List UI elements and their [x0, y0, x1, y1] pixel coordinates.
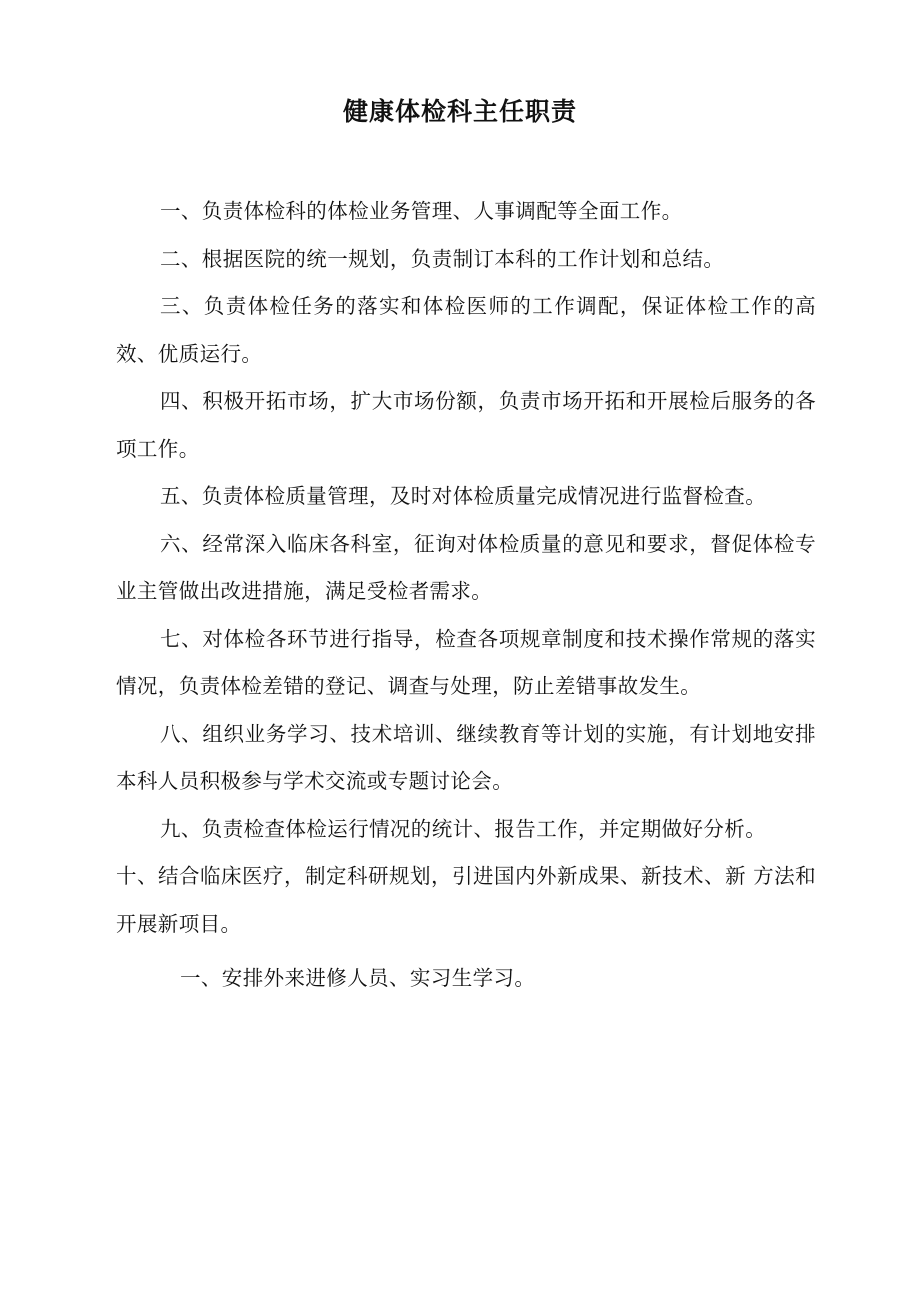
- document-body: [116, 188, 816, 1003]
- duty-paragraph-6: 六、经常深入临床各科室，征询对体检质量的意见和要求，督促体检专业主管做出改进措施，满足受检者需求。: [116, 531, 816, 603]
- duty-paragraph-3: 三、负责体检任务的落实和体检医师的工作调配，保证体检工作的高效、优质运行。: [116, 294, 816, 366]
- document-title: 健康体检科主任职责: [342, 97, 577, 126]
- duty-paragraph-9: 九、负责检查体检运行情况的统计、报告工作，并定期做好分析。: [160, 816, 767, 841]
- duty-paragraph-8: 八、组织业务学习、技术培训、继续教育等计划的实施，有计划地安排本科人员积极参与学术交流或专题讨论会。: [116, 721, 816, 793]
- duty-paragraph-10: 十、结合临床医疗，制定科研规划，引进国内外新成果、新技术、新 方法和开展新项目。: [116, 864, 816, 936]
- duty-paragraph-7: 七、对体检各环节进行指导，检查各项规章制度和技术操作常规的落实情况，负责体检差错的登记、调查与处理，防止差错事故发生。: [116, 626, 816, 698]
- duty-paragraph-5: 五、负责体检质量管理，及时对体检质量完成情况进行监督检查。: [160, 484, 767, 508]
- duty-paragraph-4: 四、积极开拓市场，扩大市场份额，负责市场开拓和开展检后服务的各项工作。: [116, 389, 816, 461]
- duty-paragraph-1: 一、负责体检科的体检业务管理、人事调配等全面工作。: [160, 199, 683, 223]
- duty-paragraph-2: 二、根据医院的统一规划，负责制订本科的工作计划和总结。: [160, 246, 725, 271]
- duty-paragraph-11: 一、安排外来进修人员、实习生学习。: [180, 966, 536, 990]
